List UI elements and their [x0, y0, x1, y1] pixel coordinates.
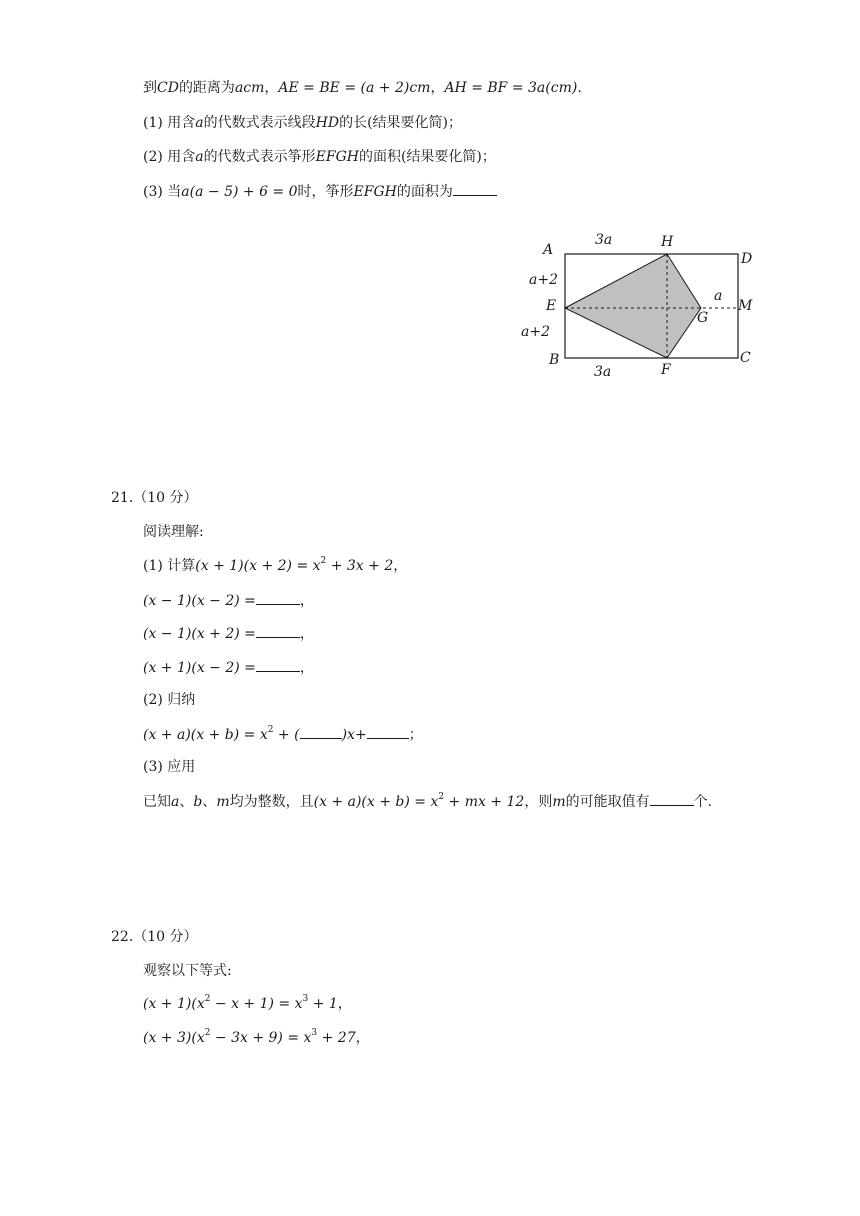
- q22-l1-eq: − x + 1) = x: [210, 996, 303, 1012]
- q20-intro-cd: CD: [157, 80, 179, 96]
- label-C: C: [740, 350, 751, 366]
- q21-l3-eq: (x − 1)(x + 2) =: [143, 626, 256, 642]
- label-lower-side: a+2: [521, 324, 550, 340]
- exponent: 2: [438, 792, 445, 802]
- label-A: A: [543, 242, 554, 258]
- q22-title: 观察以下等式:: [143, 963, 232, 979]
- q20-intro-text: ，: [264, 80, 279, 96]
- q21-header: [111, 488, 198, 508]
- kite-figure: [516, 226, 764, 382]
- q22-l2-eq: (x + 3)(x: [143, 1030, 205, 1046]
- q20-part1-text: 的长(结果要化简)；: [339, 115, 463, 131]
- q21-l6-eq: + (: [273, 727, 300, 743]
- label-upper-side: a+2: [529, 272, 558, 288]
- q21-title: 阅读理解:: [143, 524, 204, 540]
- answer-blank[interactable]: [256, 590, 300, 605]
- q20-intro: [143, 78, 582, 98]
- q20-part1-hd: HD: [315, 115, 340, 131]
- q21-l8-eq: + mx + 12: [444, 794, 525, 810]
- q21-l1-text: ，: [393, 558, 408, 574]
- answer-blank[interactable]: [300, 724, 342, 739]
- q21-line7: (3) 应用: [143, 759, 196, 775]
- q20-intro-ae: AE = BE = (a + 2)cm: [278, 80, 431, 96]
- label-H: H: [661, 234, 674, 250]
- q21-line4: [143, 657, 314, 678]
- q21-l6-text: ；: [408, 727, 423, 743]
- q20-part1-text: 的代数式表示线段: [203, 115, 316, 131]
- q21-score: （10 分）: [133, 490, 198, 506]
- q21-line2: [143, 590, 314, 611]
- q20-intro-text: ，: [430, 80, 445, 96]
- label-M: M: [738, 298, 753, 314]
- q20-part3: [143, 181, 497, 202]
- q21-l1-eq: + 3x + 2: [326, 558, 394, 574]
- q20-intro-text: 到: [143, 80, 157, 96]
- q21-l8-eq: (x + a)(x + b) = x: [313, 794, 439, 810]
- q21-l4-eq: (x + 1)(x − 2) =: [143, 660, 256, 676]
- q21-l8-text: 均为整数，且: [229, 794, 314, 810]
- q20-part2-var: a: [195, 149, 204, 165]
- q21-line3: [143, 623, 314, 644]
- q21-l8-text: 、: [179, 794, 194, 810]
- q21-l2-text: ，: [299, 593, 314, 609]
- q20-part3-efgh: EFGH: [353, 184, 397, 200]
- q21-l1-text: (1) 计算: [143, 558, 196, 574]
- q21-l2-eq: (x − 1)(x − 2) =: [143, 593, 256, 609]
- q21-line8: [143, 791, 712, 812]
- q22-l1-text: ，: [337, 996, 352, 1012]
- answer-blank[interactable]: [256, 623, 300, 638]
- q20-part2-efgh: EFGH: [315, 149, 359, 165]
- label-G: G: [697, 310, 709, 326]
- q20-part1: [143, 113, 462, 133]
- q20-intro-acm: acm: [234, 80, 265, 96]
- q21-line5: (2) 归纳: [143, 692, 196, 708]
- q20-intro-text: 的距离为: [178, 80, 235, 96]
- q21-l8-var: m: [216, 794, 230, 810]
- q20-part1-var: a: [195, 115, 204, 131]
- q20-part2: [143, 147, 496, 167]
- q20-part1-text: (1) 用含: [143, 115, 196, 131]
- exponent: 3: [302, 994, 309, 1004]
- q21-l8-var: a: [171, 794, 180, 810]
- q21-l8-text: 、: [202, 794, 217, 810]
- label-bottom-3a: 3a: [594, 364, 612, 380]
- q22-line2: [143, 1028, 370, 1048]
- q21-number: 21.: [111, 490, 134, 506]
- q20-intro-ah: AH = BF = 3a(cm): [444, 80, 578, 96]
- q22-l2-text: ，: [355, 1030, 370, 1046]
- q22-line1: [143, 994, 352, 1014]
- exponent: 2: [204, 1028, 211, 1038]
- q22-score: （10 分）: [133, 929, 198, 945]
- q22-l1-eq: (x + 1)(x: [143, 996, 205, 1012]
- q22-l2-eq: + 27: [317, 1030, 356, 1046]
- label-gm-a: a: [714, 288, 723, 304]
- q20-part3-eq: a(a − 5) + 6 = 0: [181, 184, 298, 200]
- q21-l4-text: ，: [299, 660, 314, 676]
- exponent: 3: [311, 1028, 318, 1038]
- label-top-3a: 3a: [595, 232, 613, 248]
- q20-part2-text: 的面积(结果要化简)；: [358, 149, 496, 165]
- exponent: 2: [204, 994, 211, 1004]
- answer-blank[interactable]: [453, 181, 497, 196]
- q22-number: 22.: [111, 929, 134, 945]
- q20-part3-text: (3) 当: [143, 184, 182, 200]
- q21-l1-eq: (x + 1)(x + 2) = x: [195, 558, 321, 574]
- exponent: 2: [267, 725, 274, 735]
- q21-l6-eq: (x + a)(x + b) = x: [143, 727, 268, 743]
- q21-l6-eq: )x+: [341, 727, 367, 743]
- exponent: 2: [320, 556, 327, 566]
- q20-part2-text: 的代数式表示筝形: [203, 149, 316, 165]
- q21-l8-text: ，则: [524, 794, 553, 810]
- q21-l8-text: 的可能取值有: [565, 794, 650, 810]
- q21-l8-var: b: [193, 794, 203, 810]
- q21-line1: [143, 556, 407, 576]
- label-E: E: [546, 298, 557, 314]
- label-B: B: [549, 352, 560, 368]
- label-D: D: [741, 251, 753, 267]
- q20-part3-text: 的面积为: [396, 184, 453, 200]
- q21-l3-text: ，: [299, 626, 314, 642]
- label-F: F: [661, 362, 671, 378]
- q20-part3-text: 时，筝形: [297, 184, 354, 200]
- q21-l8-text: 个.: [693, 794, 713, 810]
- q22-l1-eq: + 1: [308, 996, 338, 1012]
- answer-blank[interactable]: [256, 657, 300, 672]
- q21-l8-var: m: [552, 794, 566, 810]
- answer-blank[interactable]: [367, 724, 409, 739]
- q22-header: [111, 927, 198, 947]
- q20-intro-text: .: [577, 80, 582, 96]
- q22-l2-eq: − 3x + 9) = x: [210, 1030, 312, 1046]
- kite-efgh: [565, 254, 701, 358]
- q20-part2-text: (2) 用含: [143, 149, 196, 165]
- q21-l8-text: 已知: [143, 794, 171, 810]
- answer-blank[interactable]: [650, 791, 694, 806]
- q21-line6: [143, 724, 423, 745]
